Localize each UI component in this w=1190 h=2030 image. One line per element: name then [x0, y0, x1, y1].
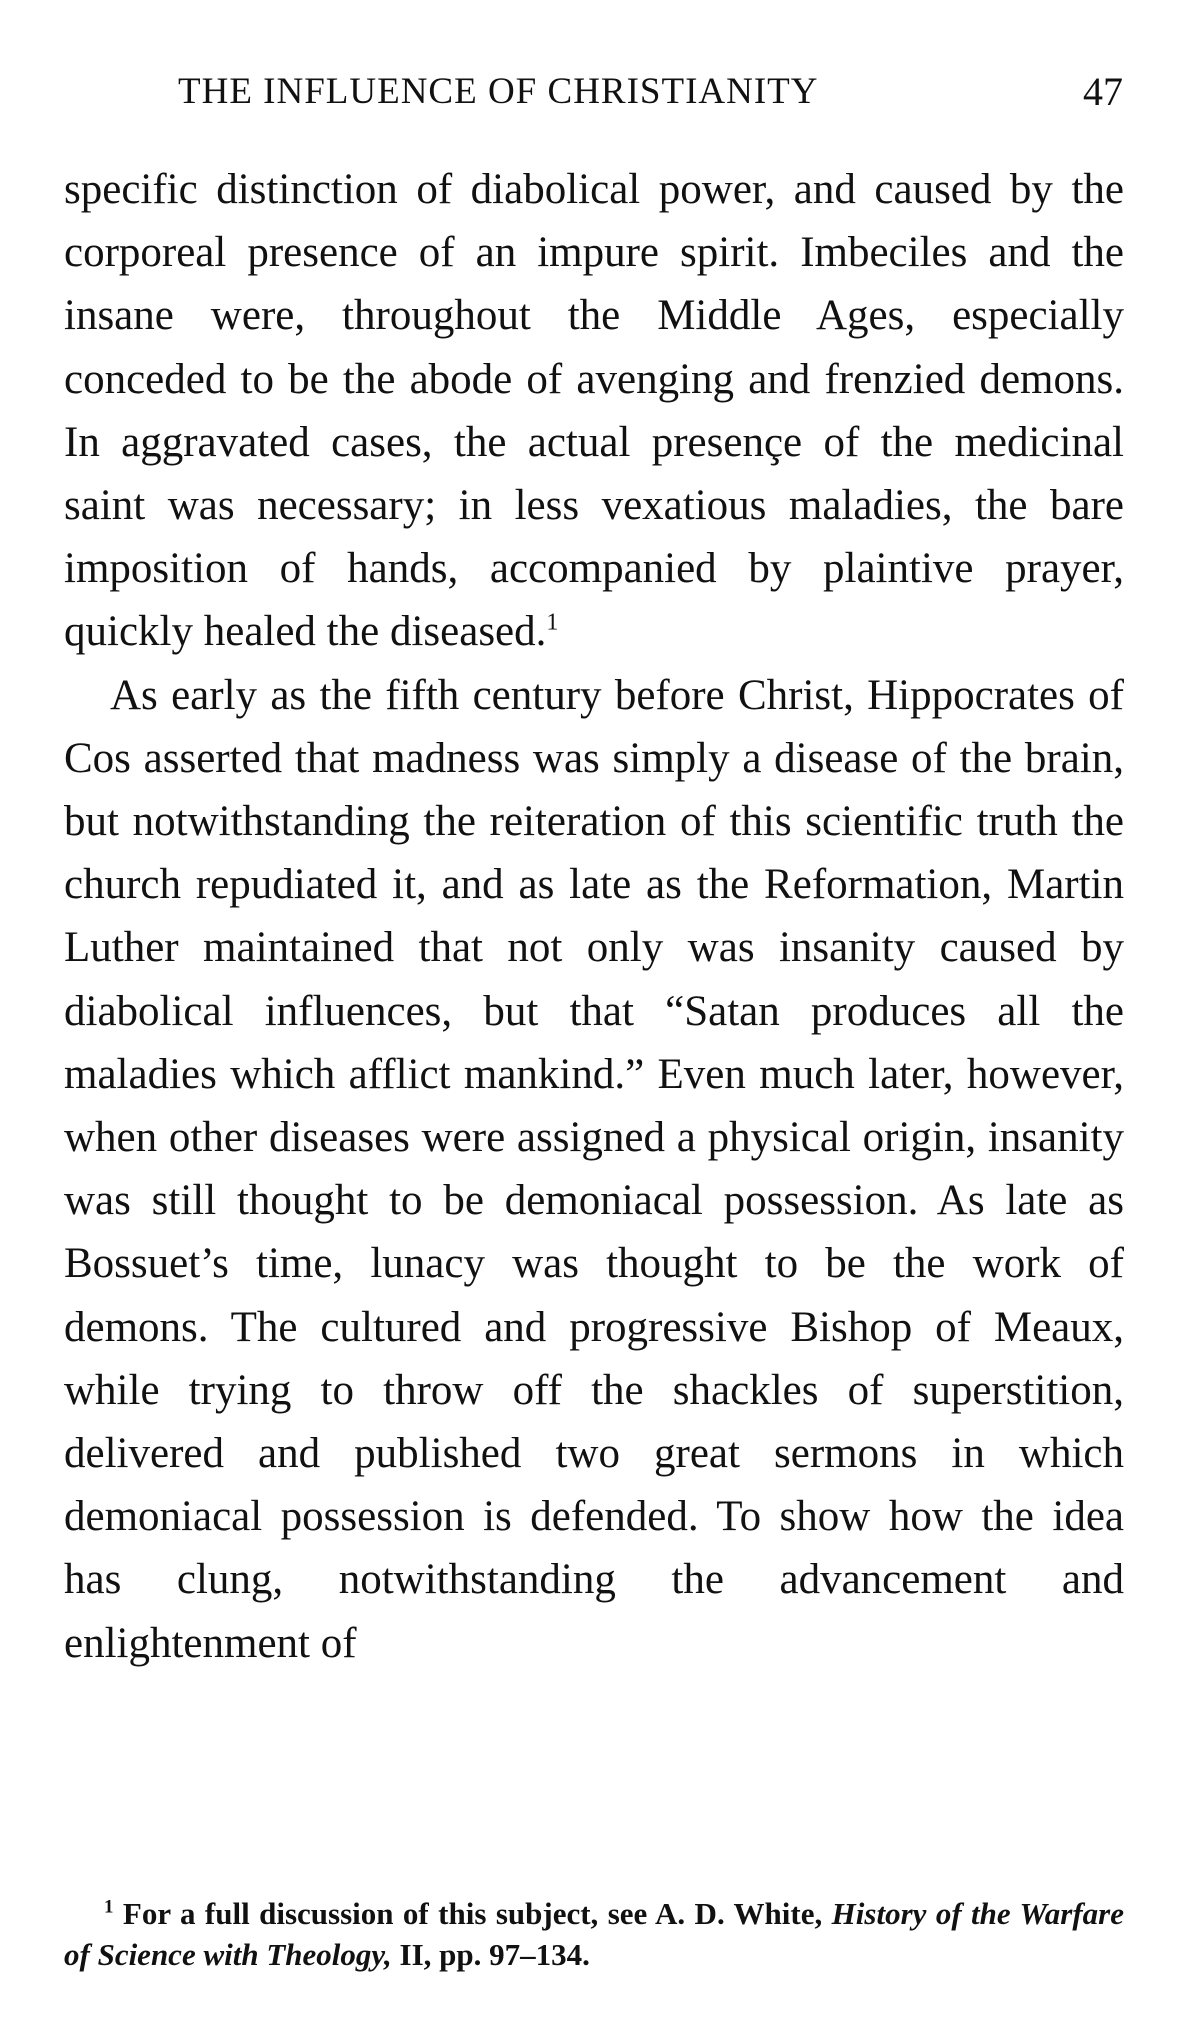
paragraph-text: As early as the fifth century before Christ, Hippocrates of Cos asserted that madness was simply a disease of the brain, but notwithstanding the reiteration of this scientific truth the church repudiated it, and as late as the Reformation, Martin Luther maintained that not only was insanity caused by diabolical influences, but that “Satan produces all the maladies which afflict mankind.” Even much later, however, when other diseases were assigned a physical origin, insanity was still thought to be demoniacal possession. As late as Bossuet’s time, lunacy was thought to be the work of demons. The cultured and progressive Bishop of Meaux, while trying to throw off the shackles of superstition, delivered and published two great sermons in which demoniacal possession is defended. To show how the idea has clung, notwithstanding the advancement and enlightenment of	[64, 671, 1124, 1667]
footnote-reference-pages: II, pp. 97–134.	[399, 1937, 590, 1972]
body-text	[64, 158, 1124, 1675]
paragraph	[64, 664, 1124, 1675]
paragraph	[64, 158, 1124, 664]
page-number: 47	[1083, 69, 1123, 114]
footnote-marker: 1	[104, 1896, 114, 1918]
running-header	[178, 62, 1123, 122]
footnote-work-title: History of the Warfare of Science with Theology,	[64, 1896, 1125, 1972]
footnote-lead: For a full discussion of this subject, see A. D. White,	[122, 1896, 823, 1931]
footnote	[64, 1893, 1124, 1975]
running-title: THE INFLUENCE OF CHRISTIANITY	[178, 71, 819, 112]
footnote-reference: 1	[546, 610, 559, 637]
paragraph-text: specific distinction of diabolical power, and caused by the corporeal presence of an impure spirit. Imbeciles and the insane were, throughout the Middle Ages, especially conceded to be the abode of avenging and frenzied demons. In aggravated cases, the actual presençe of the medicinal saint was necessary; in less vexatious maladies, the bare imposition of hands, accompanied by plaintive prayer, quickly healed the diseased.	[64, 166, 1124, 656]
